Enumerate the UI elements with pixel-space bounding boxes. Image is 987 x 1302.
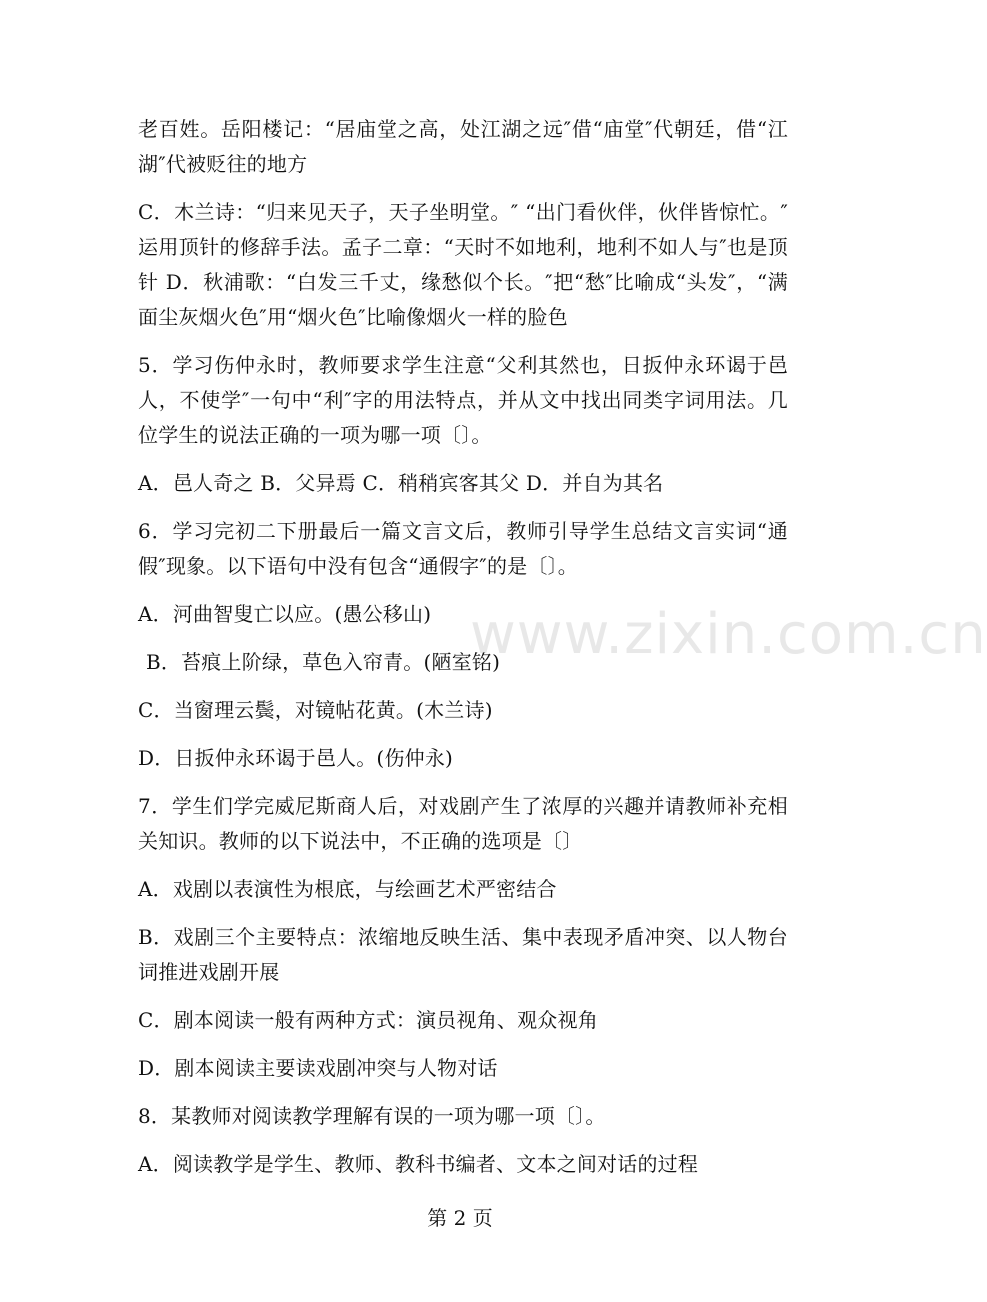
question-6-option-c: C．当窗理云鬓，对镜帖花黄。(木兰诗): [138, 698, 493, 722]
question-7-option-a: A．戏剧以表演性为根底，与绘画艺术严密结合: [138, 877, 557, 901]
watermark: www.zixin.com.cn: [470, 602, 987, 667]
paragraph-option-c-d: C．木兰诗：“归来见天子，天子坐明堂。″ “出门看伙伴，伙伴皆惊忙。″运用顶针的修辞手法。孟子二章：“天时不如地利，地利不如人与″也是顶针 D．秋浦歌：“白发三千丈，缘愁似个长。″把“愁″比喻成“头发″，“满面尘灰烟火色″用“烟火色″比喻像烟火一样的脸色: [138, 200, 788, 329]
page-number: 第 2 页: [427, 1206, 493, 1230]
question-7-option-b: B．戏剧三个主要特点：浓缩地反映生活、集中表现矛盾冲突、以人物台词推进戏剧开展: [138, 925, 788, 984]
question-6-option-b: B．苔痕上阶绿，草色入帘青。(陋室铭): [146, 650, 501, 674]
question-7: 7．学生们学完威尼斯商人后，对戏剧产生了浓厚的兴趣并请教师补充相关知识。教师的以下说法中，不正确的选项是〔〕: [138, 794, 788, 853]
question-8-option-a: A．阅读教学是学生、教师、教科书编者、文本之间对话的过程: [138, 1152, 699, 1176]
question-7-option-d: D．剧本阅读主要读戏剧冲突与人物对话: [138, 1056, 498, 1080]
question-8: 8．某教师对阅读教学理解有误的一项为哪一项〔〕。: [138, 1104, 606, 1128]
question-6-option-d: D．日扳仲永环谒于邑人。(伤仲永): [138, 746, 454, 770]
question-5: 5．学习伤仲永时，教师要求学生注意“父利其然也，日扳仲永环谒于邑人，不使学″一句中“利″字的用法特点，并从文中找出同类字词用法。几位学生的说法正确的一项为哪一项〔〕。: [138, 353, 788, 447]
page-content: [138, 112, 788, 1195]
question-5-options: A．邑人奇之 B．父异焉 C．稍稍宾客其父 D．并自为其名: [138, 471, 664, 495]
paragraph-continuation: 老百姓。岳阳楼记：“居庙堂之高，处江湖之远″借“庙堂″代朝廷，借“江湖″代被贬往的地方: [138, 117, 788, 176]
question-6: 6．学习完初二下册最后一篇文言文后，教师引导学生总结文言实词“通假″现象。以下语句中没有包含“通假字″的是〔〕。: [138, 519, 788, 578]
question-6-option-a: A．河曲智叟亡以应。(愚公移山): [138, 602, 432, 626]
question-7-option-c: C．剧本阅读一般有两种方式：演员视角、观众视角: [138, 1008, 598, 1032]
